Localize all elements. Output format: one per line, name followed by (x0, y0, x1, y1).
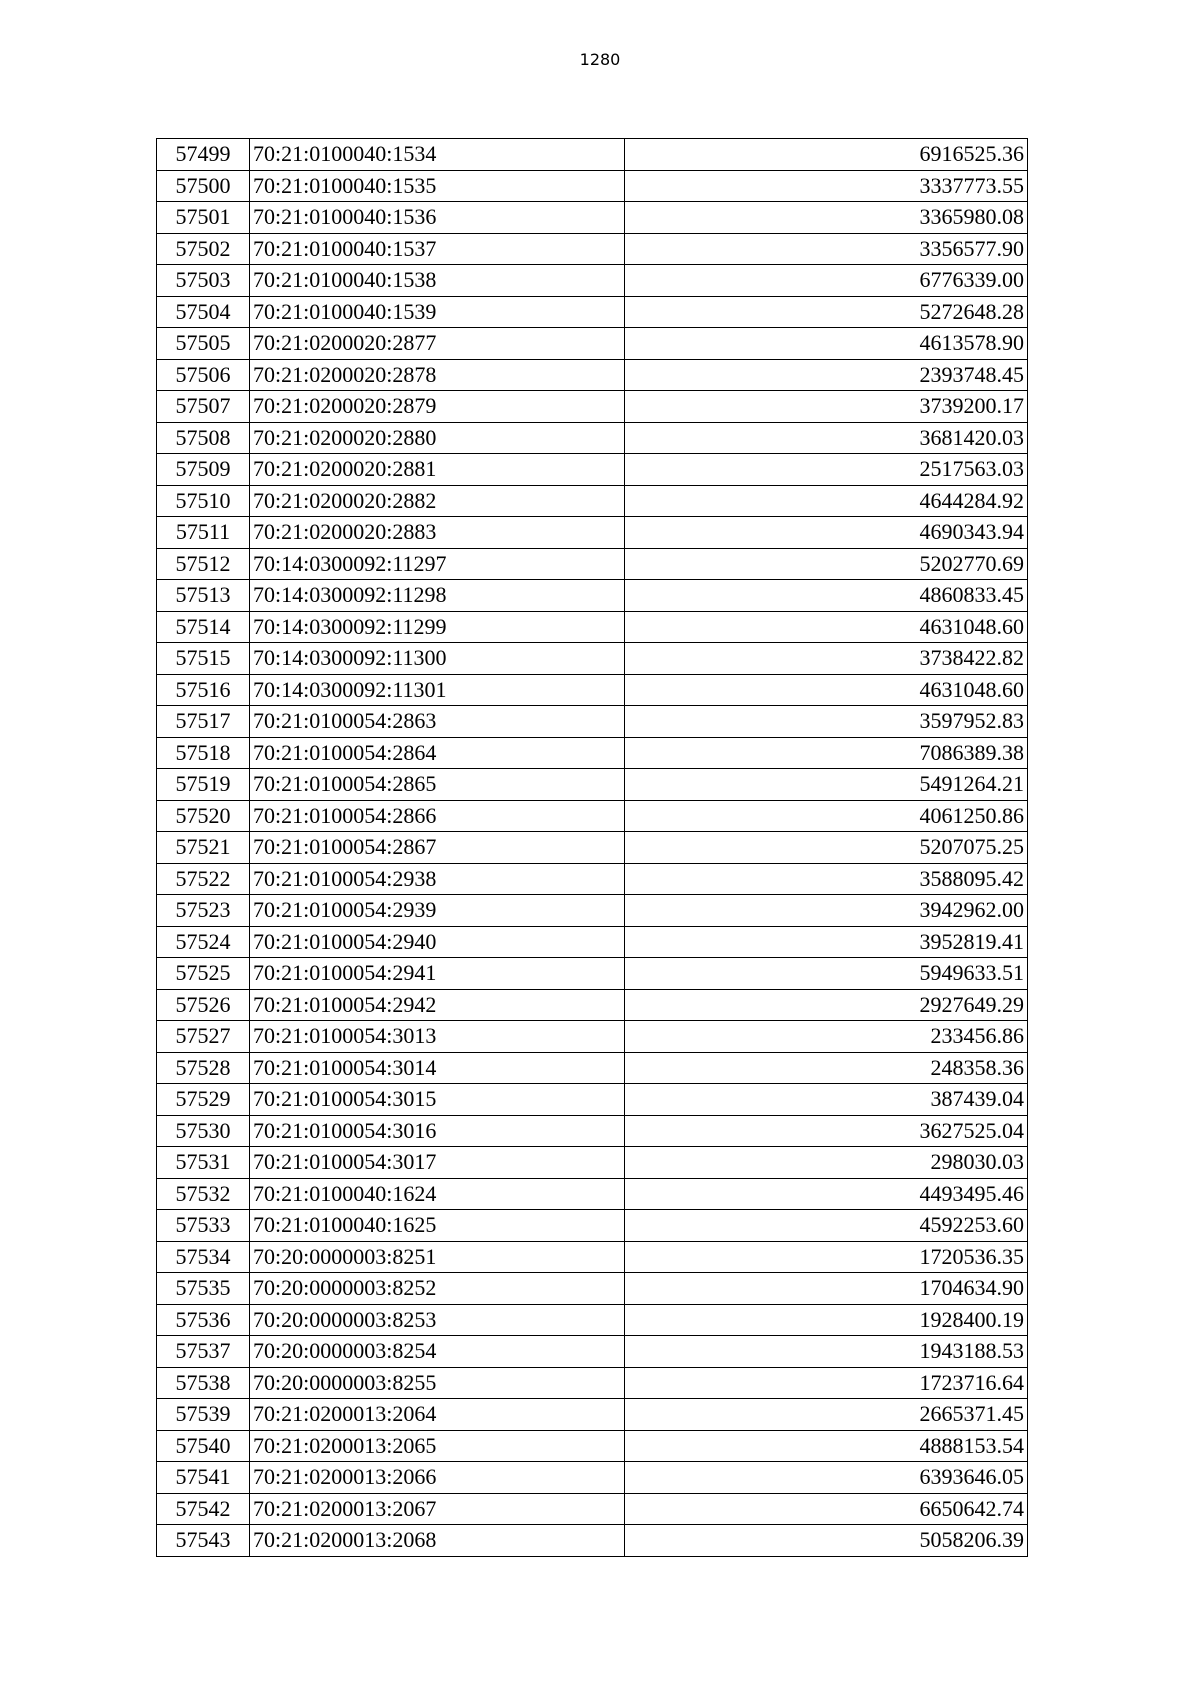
cadastral-number-cell: 70:14:0300092:11298 (250, 580, 625, 612)
table-row (157, 1210, 1028, 1242)
cadastral-value-cell: 3597952.83 (625, 706, 1028, 738)
table-row (157, 895, 1028, 927)
cadastral-value-cell: 4631048.60 (625, 611, 1028, 643)
cadastral-number-cell: 70:21:0100040:1536 (250, 202, 625, 234)
table-row (157, 926, 1028, 958)
table-row (157, 265, 1028, 297)
cadastral-number-cell: 70:21:0200020:2877 (250, 328, 625, 360)
row-number-cell: 57528 (157, 1052, 250, 1084)
cadastral-number-cell: 70:21:0200020:2881 (250, 454, 625, 486)
row-number-cell: 57529 (157, 1084, 250, 1116)
row-number-cell: 57525 (157, 958, 250, 990)
cadastral-value-cell: 4690343.94 (625, 517, 1028, 549)
cadastral-number-cell: 70:20:0000003:8255 (250, 1367, 625, 1399)
row-number-cell: 57530 (157, 1115, 250, 1147)
table-row (157, 737, 1028, 769)
row-number-cell: 57522 (157, 863, 250, 895)
row-number-cell: 57502 (157, 233, 250, 265)
cadastral-value-cell: 2517563.03 (625, 454, 1028, 486)
cadastral-number-cell: 70:21:0200013:2065 (250, 1430, 625, 1462)
cadastral-value-cell: 3738422.82 (625, 643, 1028, 675)
row-number-cell: 57503 (157, 265, 250, 297)
cadastral-number-cell: 70:21:0100054:3013 (250, 1021, 625, 1053)
row-number-cell: 57540 (157, 1430, 250, 1462)
row-number-cell: 57535 (157, 1273, 250, 1305)
cadastral-value-cell: 4061250.86 (625, 800, 1028, 832)
cadastral-value-cell: 298030.03 (625, 1147, 1028, 1179)
table-row (157, 139, 1028, 171)
cadastral-value-cell: 6916525.36 (625, 139, 1028, 171)
cadastral-number-cell: 70:21:0100054:2939 (250, 895, 625, 927)
row-number-cell: 57505 (157, 328, 250, 360)
table-row (157, 1493, 1028, 1525)
row-number-cell: 57538 (157, 1367, 250, 1399)
row-number-cell: 57533 (157, 1210, 250, 1242)
table-row (157, 1241, 1028, 1273)
cadastral-number-cell: 70:20:0000003:8252 (250, 1273, 625, 1305)
cadastral-number-cell: 70:21:0100040:1538 (250, 265, 625, 297)
cadastral-value-cell: 5949633.51 (625, 958, 1028, 990)
table-row (157, 1430, 1028, 1462)
row-number-cell: 57542 (157, 1493, 250, 1525)
table-row (157, 674, 1028, 706)
cadastral-value-cell: 6393646.05 (625, 1462, 1028, 1494)
cadastral-number-cell: 70:14:0300092:11300 (250, 643, 625, 675)
table-row (157, 1273, 1028, 1305)
cadastral-number-cell: 70:21:0200013:2068 (250, 1525, 625, 1557)
cadastral-value-cell: 5202770.69 (625, 548, 1028, 580)
table-row (157, 580, 1028, 612)
table-row (157, 1084, 1028, 1116)
row-number-cell: 57509 (157, 454, 250, 486)
cadastral-value-cell: 2393748.45 (625, 359, 1028, 391)
cadastral-value-cell: 3952819.41 (625, 926, 1028, 958)
row-number-cell: 57517 (157, 706, 250, 738)
cadastral-value-cell: 5272648.28 (625, 296, 1028, 328)
table-row (157, 706, 1028, 738)
cadastral-value-cell: 7086389.38 (625, 737, 1028, 769)
row-number-cell: 57543 (157, 1525, 250, 1557)
table-row (157, 863, 1028, 895)
cadastral-value-cell: 1928400.19 (625, 1304, 1028, 1336)
row-number-cell: 57512 (157, 548, 250, 580)
cadastral-number-cell: 70:21:0200020:2883 (250, 517, 625, 549)
cadastral-number-cell: 70:20:0000003:8254 (250, 1336, 625, 1368)
cadastral-value-cell: 3365980.08 (625, 202, 1028, 234)
cadastral-number-cell: 70:21:0100054:2867 (250, 832, 625, 864)
row-number-cell: 57532 (157, 1178, 250, 1210)
cadastral-value-cell: 5491264.21 (625, 769, 1028, 801)
table-row (157, 1304, 1028, 1336)
row-number-cell: 57526 (157, 989, 250, 1021)
cadastral-number-cell: 70:14:0300092:11299 (250, 611, 625, 643)
cadastral-number-cell: 70:21:0100054:3016 (250, 1115, 625, 1147)
row-number-cell: 57524 (157, 926, 250, 958)
cadastral-number-cell: 70:20:0000003:8253 (250, 1304, 625, 1336)
table-row (157, 296, 1028, 328)
row-number-cell: 57518 (157, 737, 250, 769)
cadastral-number-cell: 70:21:0100054:2864 (250, 737, 625, 769)
row-number-cell: 57501 (157, 202, 250, 234)
cadastral-value-cell: 248358.36 (625, 1052, 1028, 1084)
cadastral-value-cell: 3942962.00 (625, 895, 1028, 927)
cadastral-number-cell: 70:21:0100054:3014 (250, 1052, 625, 1084)
table-row (157, 233, 1028, 265)
table-row (157, 958, 1028, 990)
cadastral-number-cell: 70:21:0100054:2863 (250, 706, 625, 738)
cadastral-number-cell: 70:21:0100040:1535 (250, 170, 625, 202)
cadastral-value-cell: 3337773.55 (625, 170, 1028, 202)
table-row (157, 1052, 1028, 1084)
table-row (157, 1021, 1028, 1053)
table-row (157, 328, 1028, 360)
cadastral-value-cell: 4592253.60 (625, 1210, 1028, 1242)
table-row (157, 485, 1028, 517)
cadastral-value-cell: 3356577.90 (625, 233, 1028, 265)
cadastral-value-cell: 4493495.46 (625, 1178, 1028, 1210)
cadastral-value-cell: 3627525.04 (625, 1115, 1028, 1147)
table-row (157, 1367, 1028, 1399)
cadastral-value-cell: 3588095.42 (625, 863, 1028, 895)
cadastral-number-cell: 70:14:0300092:11297 (250, 548, 625, 580)
cadastral-value-cell: 1943188.53 (625, 1336, 1028, 1368)
cadastral-value-cell: 4631048.60 (625, 674, 1028, 706)
cadastral-number-cell: 70:21:0200020:2882 (250, 485, 625, 517)
cadastral-value-cell: 6776339.00 (625, 265, 1028, 297)
cadastral-number-cell: 70:21:0100054:3017 (250, 1147, 625, 1179)
row-number-cell: 57504 (157, 296, 250, 328)
cadastral-number-cell: 70:21:0200020:2879 (250, 391, 625, 423)
row-number-cell: 57521 (157, 832, 250, 864)
cadastral-value-cell: 3681420.03 (625, 422, 1028, 454)
cadastral-number-cell: 70:21:0100040:1537 (250, 233, 625, 265)
cadastral-value-table (156, 138, 1028, 1557)
row-number-cell: 57537 (157, 1336, 250, 1368)
cadastral-number-cell: 70:21:0100054:2940 (250, 926, 625, 958)
table-body (157, 139, 1028, 1557)
cadastral-number-cell: 70:14:0300092:11301 (250, 674, 625, 706)
row-number-cell: 57513 (157, 580, 250, 612)
cadastral-number-cell: 70:21:0100054:2865 (250, 769, 625, 801)
table-row (157, 611, 1028, 643)
cadastral-value-cell: 4644284.92 (625, 485, 1028, 517)
row-number-cell: 57499 (157, 139, 250, 171)
row-number-cell: 57515 (157, 643, 250, 675)
cadastral-number-cell: 70:21:0100040:1539 (250, 296, 625, 328)
cadastral-value-cell: 1720536.35 (625, 1241, 1028, 1273)
cadastral-value-cell: 2927649.29 (625, 989, 1028, 1021)
cadastral-value-cell: 1723716.64 (625, 1367, 1028, 1399)
table-row (157, 769, 1028, 801)
row-number-cell: 57500 (157, 170, 250, 202)
table-row (157, 1525, 1028, 1557)
table-row (157, 1115, 1028, 1147)
row-number-cell: 57534 (157, 1241, 250, 1273)
row-number-cell: 57531 (157, 1147, 250, 1179)
table-row (157, 1399, 1028, 1431)
cadastral-value-cell: 5058206.39 (625, 1525, 1028, 1557)
page-number: 1280 (579, 50, 621, 69)
row-number-cell: 57511 (157, 517, 250, 549)
row-number-cell: 57527 (157, 1021, 250, 1053)
row-number-cell: 57520 (157, 800, 250, 832)
row-number-cell: 57523 (157, 895, 250, 927)
cadastral-value-cell: 3739200.17 (625, 391, 1028, 423)
cadastral-value-cell: 2665371.45 (625, 1399, 1028, 1431)
table-row (157, 517, 1028, 549)
table-row (157, 800, 1028, 832)
row-number-cell: 57510 (157, 485, 250, 517)
cadastral-value-cell: 4860833.45 (625, 580, 1028, 612)
cadastral-number-cell: 70:21:0100054:2941 (250, 958, 625, 990)
cadastral-value-cell: 387439.04 (625, 1084, 1028, 1116)
cadastral-value-cell: 233456.86 (625, 1021, 1028, 1053)
table-row (157, 391, 1028, 423)
cadastral-number-cell: 70:21:0200020:2880 (250, 422, 625, 454)
row-number-cell: 57508 (157, 422, 250, 454)
row-number-cell: 57539 (157, 1399, 250, 1431)
cadastral-value-cell: 6650642.74 (625, 1493, 1028, 1525)
cadastral-number-cell: 70:21:0100054:2938 (250, 863, 625, 895)
table-row (157, 170, 1028, 202)
cadastral-number-cell: 70:21:0100040:1534 (250, 139, 625, 171)
table-row (157, 548, 1028, 580)
row-number-cell: 57506 (157, 359, 250, 391)
row-number-cell: 57519 (157, 769, 250, 801)
cadastral-number-cell: 70:21:0200020:2878 (250, 359, 625, 391)
table-row (157, 422, 1028, 454)
row-number-cell: 57507 (157, 391, 250, 423)
cadastral-value-cell: 5207075.25 (625, 832, 1028, 864)
cadastral-number-cell: 70:21:0100040:1625 (250, 1210, 625, 1242)
table-row (157, 202, 1028, 234)
table-row (157, 1462, 1028, 1494)
cadastral-value-cell: 4613578.90 (625, 328, 1028, 360)
cadastral-number-cell: 70:21:0100054:2866 (250, 800, 625, 832)
cadastral-number-cell: 70:21:0100054:2942 (250, 989, 625, 1021)
table-row (157, 832, 1028, 864)
table-row (157, 643, 1028, 675)
table-row (157, 989, 1028, 1021)
row-number-cell: 57541 (157, 1462, 250, 1494)
cadastral-number-cell: 70:21:0200013:2067 (250, 1493, 625, 1525)
table-row (157, 1336, 1028, 1368)
row-number-cell: 57516 (157, 674, 250, 706)
table-row (157, 1147, 1028, 1179)
table-row (157, 454, 1028, 486)
row-number-cell: 57536 (157, 1304, 250, 1336)
cadastral-value-cell: 4888153.54 (625, 1430, 1028, 1462)
cadastral-number-cell: 70:21:0100054:3015 (250, 1084, 625, 1116)
cadastral-number-cell: 70:21:0200013:2064 (250, 1399, 625, 1431)
row-number-cell: 57514 (157, 611, 250, 643)
cadastral-number-cell: 70:21:0200013:2066 (250, 1462, 625, 1494)
table-row (157, 1178, 1028, 1210)
table-row (157, 359, 1028, 391)
cadastral-number-cell: 70:20:0000003:8251 (250, 1241, 625, 1273)
cadastral-value-cell: 1704634.90 (625, 1273, 1028, 1305)
cadastral-number-cell: 70:21:0100040:1624 (250, 1178, 625, 1210)
